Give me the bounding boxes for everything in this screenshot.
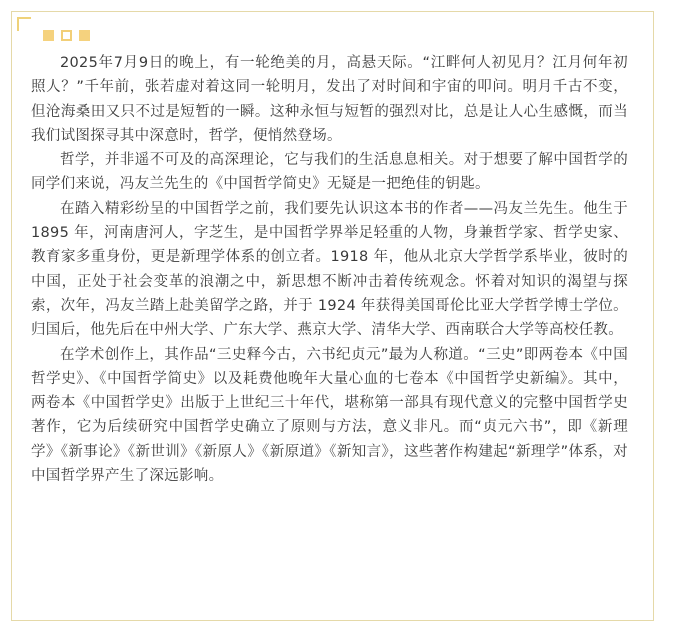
paragraph-1: 2025年7月9日的晚上，有一轮绝美的月，高悬天际。“江畔何人初见月？江月何年初照人？”千年前，张若虚对着这同一轮明月，发出了对时间和宇宙的叩问。明月千古不变，但沧海桑田又只不过是短暂的一瞬。这种永恒与短暂的强烈对比，总是让人心生感慨，而当我们试图探寻其中深意时，哲学，便悄然登场。	[31, 55, 628, 144]
filled-square-icon	[79, 30, 90, 41]
corner-decoration	[17, 17, 19, 31]
decorative-squares	[43, 30, 90, 41]
outline-square-icon	[61, 30, 72, 41]
paragraph-4: 在学术创作上，其作品“三史释今古，六书纪贞元”最为人称道。“三史”即两卷本《中国哲学史》、《中国哲学简史》以及耗费他晚年大量心血的七卷本《中国哲学史新编》。其中，两卷本《中国哲学史》出版于上世纪三十年代，堪称第一部具有现代意义的完整中国哲学史著作，它为后续研究中国哲学史确立了原则与方法，意义非凡。而“贞元六书”，即《新理学》《新事论》《新世训》《新原人》《新原道》《新知言》，这些著作构建起“新理学”体系，对中国哲学界产生了深远影响。	[31, 346, 628, 485]
corner-decoration	[17, 17, 31, 19]
paragraph-3: 在踏入精彩纷呈的中国哲学之前，我们要先认识这本书的作者——冯友兰先生。他生于 1895 年，河南唐河人，字芝生，是中国哲学界举足轻重的人物，身兼哲学家、哲学史家、教育家多重身份，更是新理学体系的创立者。1918 年，他从北京大学哲学系毕业，彼时的中国，正处于社会变革的浪潮之中，新思想不断冲击着传统观念。怀着对知识的渴望与探索，次年，冯友兰踏上赴美留学之路，并于 1924 年获得美国哥伦比亚大学哲学博士学位。归国后，他先后在中州大学、广东大学、燕京大学、清华大学、西南联合大学等高校任教。	[31, 200, 628, 339]
filled-square-icon	[43, 30, 54, 41]
paragraph-2: 哲学，并非遥不可及的高深理论，它与我们的生活息息相关。对于想要了解中国哲学的同学们来说，冯友兰先生的《中国哲学简史》无疑是一把绝佳的钥匙。	[31, 152, 628, 193]
article-body	[31, 51, 628, 488]
